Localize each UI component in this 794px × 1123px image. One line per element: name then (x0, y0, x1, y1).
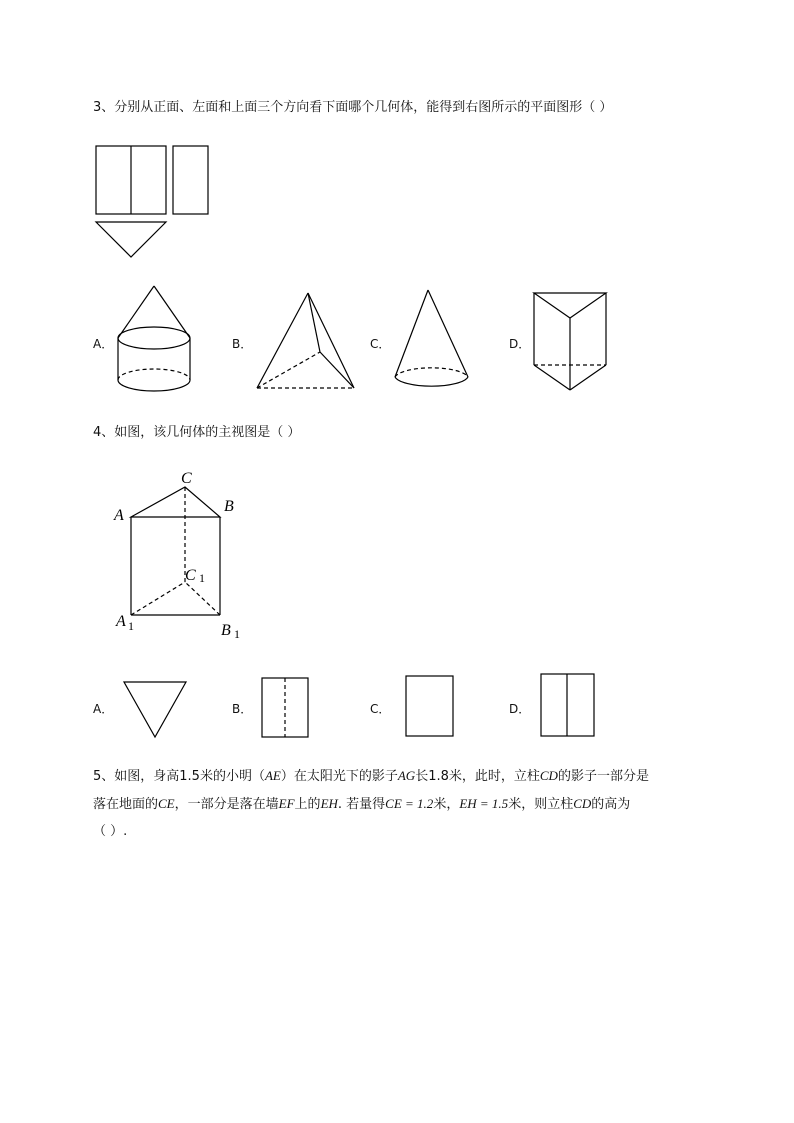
q3-option-b-figure (257, 293, 354, 388)
label-c1-sub: 1 (199, 571, 205, 585)
q3-option-d-label: D． (509, 337, 531, 351)
label-a1-sub: 1 (128, 619, 134, 633)
label-b1-sub: 1 (234, 627, 240, 641)
q5-line-2: 落在地面的CE，一部分是落在墙EF上的EH. 若量得CE = 1.2米，EH = 1.5米，则立柱CD的高为 (93, 796, 631, 812)
q3-text: 3、分别从正面、左面和上面三个方向看下面哪个几何体，能得到右图所示的平面图形（ ） (93, 100, 613, 115)
label-a: A (114, 507, 124, 524)
q3-option-d-figure (534, 293, 606, 390)
label-c: C (181, 470, 192, 487)
label-c1: C (185, 567, 196, 584)
q3-option-a-label: A． (93, 337, 114, 351)
q4-option-a-figure (124, 682, 186, 737)
top-view-triangle (96, 222, 166, 257)
q3-option-c-label: C． (370, 337, 391, 351)
side-view (173, 146, 208, 214)
q4-option-d-figure (541, 674, 594, 736)
q4-option-b-label: B． (232, 702, 253, 716)
label-b1: B (221, 622, 231, 639)
q3-option-c-figure (395, 290, 468, 386)
q3-option-a-figure (118, 286, 190, 391)
q4-option-c-label: C． (370, 702, 391, 716)
q4-option-c-figure (406, 676, 453, 736)
q5-line-3: （ ）. (93, 824, 128, 839)
q3-option-b-label: B． (232, 337, 253, 351)
q4-option-a-label: A． (93, 702, 114, 716)
q4-option-d-label: D． (509, 702, 531, 716)
label-b: B (224, 498, 234, 515)
q5-line-1: 5、如图，身高1.5米的小明（AE）在太阳光下的影子AG长1.8米，此时，立柱CD的影子一部分是 (93, 768, 649, 784)
q4-text: 4、如图，该几何体的主视图是（ ） (93, 425, 301, 440)
q4-option-b-figure (262, 678, 308, 737)
label-a1: A (116, 613, 126, 630)
q4-prism-figure (113, 470, 240, 641)
